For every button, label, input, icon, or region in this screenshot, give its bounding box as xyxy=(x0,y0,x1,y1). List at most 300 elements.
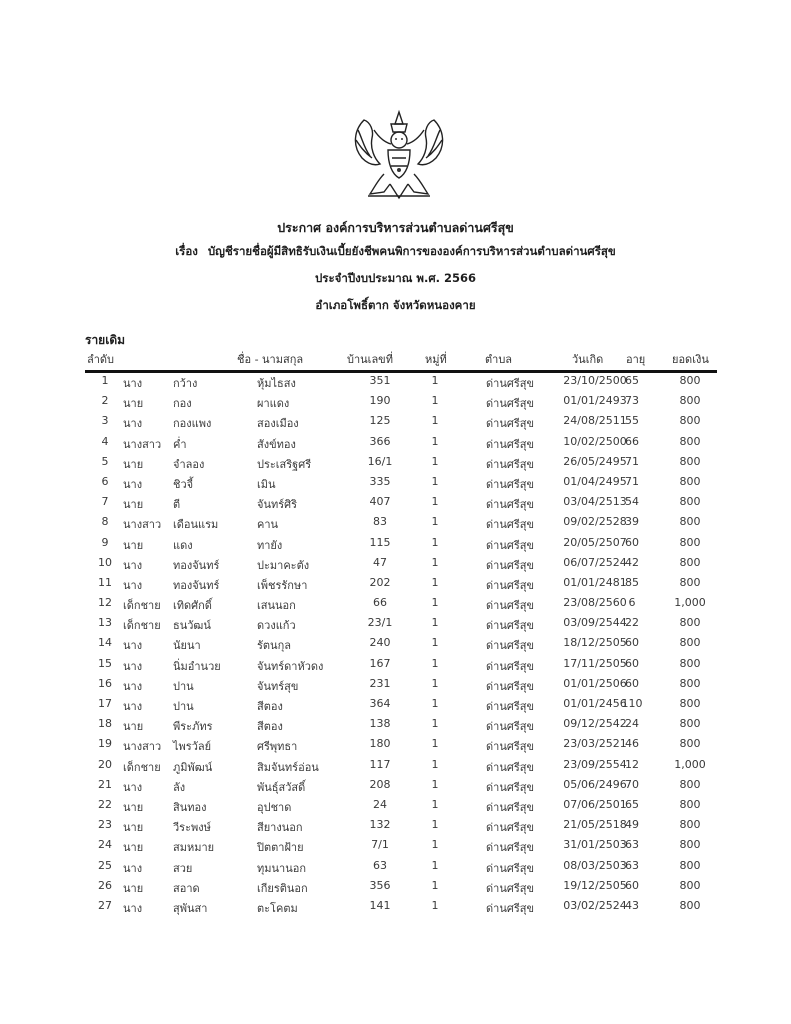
cell-first-name: ทองจันทร์ xyxy=(173,578,220,592)
cell-first-name: ลัง xyxy=(173,780,186,794)
cell-moo-number: 1 xyxy=(431,737,439,751)
cell-amount: 800 xyxy=(679,374,701,387)
cell-row-number: 19 xyxy=(98,737,112,751)
cell-subdistrict: ด่านศรีสุข xyxy=(486,518,534,532)
cell-birth-date: 10/02/2500 xyxy=(563,434,627,448)
cell-last-name: ประเสริฐศรี xyxy=(257,457,312,471)
cell-first-name: พีระภัทร xyxy=(173,720,213,734)
table-row xyxy=(85,633,717,653)
cell-first-name: สมหมาย xyxy=(173,841,215,855)
cell-house-number: 180 xyxy=(369,737,391,751)
cell-subdistrict: ด่านศรีสุข xyxy=(486,417,534,431)
table-row xyxy=(85,613,717,633)
cell-moo-number: 1 xyxy=(431,878,439,892)
cell-age: 71 xyxy=(625,454,639,468)
cell-age: 70 xyxy=(625,777,639,791)
cell-name-title: นาง xyxy=(123,417,143,431)
cell-moo-number: 1 xyxy=(431,697,439,710)
cell-birth-date: 23/03/2521 xyxy=(563,737,627,751)
cell-birth-date: 01/04/2495 xyxy=(563,474,627,488)
cell-name-title: นาง xyxy=(123,558,143,572)
cell-row-number: 14 xyxy=(98,636,112,650)
cell-amount: 800 xyxy=(679,515,701,529)
column-header-house-no: บ้านเลขที่ xyxy=(347,353,393,366)
cell-amount: 800 xyxy=(679,737,701,751)
cell-subdistrict: ด่านศรีสุข xyxy=(486,800,534,814)
cell-house-number: 47 xyxy=(373,555,387,569)
cell-row-number: 12 xyxy=(98,596,112,610)
cell-birth-date: 26/05/2495 xyxy=(563,454,627,468)
cell-first-name: เทิดศักดิ์ xyxy=(173,599,212,613)
cell-row-number: 17 xyxy=(98,697,112,710)
cell-subdistrict: ด่านศรีสุข xyxy=(486,901,534,915)
cell-amount: 1,000 xyxy=(674,757,706,771)
cell-house-number: 202 xyxy=(369,575,391,589)
cell-row-number: 27 xyxy=(98,898,112,912)
cell-age: 55 xyxy=(625,414,639,428)
cell-name-title: นาย xyxy=(123,538,144,552)
cell-row-number: 9 xyxy=(101,535,109,549)
cell-name-title: นาง xyxy=(123,477,143,491)
cell-age: 60 xyxy=(625,878,639,892)
cell-amount: 800 xyxy=(679,474,701,488)
table-row xyxy=(85,835,717,855)
cell-last-name: หุ้มไธสง xyxy=(257,377,296,390)
cell-moo-number: 1 xyxy=(431,515,439,529)
cell-age: 66 xyxy=(625,434,639,448)
cell-birth-date: 03/02/2524 xyxy=(563,898,627,912)
table-row xyxy=(85,391,717,411)
cell-moo-number: 1 xyxy=(431,454,439,468)
cell-birth-date: 03/09/2544 xyxy=(563,616,627,630)
cell-row-number: 26 xyxy=(98,878,112,892)
cell-house-number: 208 xyxy=(369,777,391,791)
cell-house-number: 66 xyxy=(373,596,387,610)
cell-subdistrict: ด่านศรีสุข xyxy=(486,538,534,552)
cell-amount: 800 xyxy=(679,616,701,630)
cell-moo-number: 1 xyxy=(431,474,439,488)
cell-row-number: 6 xyxy=(101,474,109,488)
cell-moo-number: 1 xyxy=(431,797,439,811)
cell-age: 65 xyxy=(625,374,639,387)
cell-first-name: นิ่มอำนวย xyxy=(173,659,221,673)
cell-subdistrict: ด่านศรีสุข xyxy=(486,881,534,895)
table-row xyxy=(85,492,717,512)
cell-amount: 800 xyxy=(679,414,701,428)
cell-first-name: กว้าง xyxy=(173,377,198,390)
cell-last-name: ผาแดง xyxy=(257,397,290,411)
cell-moo-number: 1 xyxy=(431,616,439,630)
cell-name-title: นาย xyxy=(123,841,144,855)
cell-last-name: คาน xyxy=(257,518,279,532)
cell-age: 71 xyxy=(625,474,639,488)
cell-amount: 800 xyxy=(679,394,701,408)
cell-house-number: 231 xyxy=(369,676,391,690)
table-row xyxy=(85,876,717,896)
cell-subdistrict: ด่านศรีสุข xyxy=(486,558,534,572)
cell-name-title: นาย xyxy=(123,881,144,895)
cell-house-number: 364 xyxy=(369,697,391,710)
table-row xyxy=(85,896,717,916)
cell-age: 63 xyxy=(625,838,639,852)
cell-first-name: ค่ำ xyxy=(173,437,187,451)
location: อำเภอโพธิ์ตาก จังหวัดหนองคาย xyxy=(315,298,476,312)
table-row xyxy=(85,654,717,674)
cell-house-number: 356 xyxy=(369,878,391,892)
cell-age: 43 xyxy=(625,898,639,912)
cell-last-name: ตะโคตม xyxy=(257,901,298,915)
cell-house-number: 117 xyxy=(369,757,391,771)
cell-row-number: 1 xyxy=(101,374,109,387)
cell-moo-number: 1 xyxy=(431,656,439,670)
cell-row-number: 24 xyxy=(98,838,112,852)
table-row xyxy=(85,795,717,815)
cell-row-number: 2 xyxy=(101,394,109,408)
cell-amount: 800 xyxy=(679,555,701,569)
cell-row-number: 18 xyxy=(98,717,112,731)
cell-subdistrict: ด่านศรีสุข xyxy=(486,498,534,512)
cell-subdistrict: ด่านศรีสุข xyxy=(486,477,534,491)
cell-name-title: นาย xyxy=(123,821,144,835)
cell-name-title: นาง xyxy=(123,700,143,713)
cell-house-number: 351 xyxy=(369,374,391,387)
table-row xyxy=(85,512,717,532)
cell-house-number: 16/1 xyxy=(367,454,393,468)
cell-subdistrict: ด่านศรีสุข xyxy=(486,599,534,613)
cell-row-number: 7 xyxy=(101,495,109,509)
cell-name-title: นาง xyxy=(123,861,143,875)
cell-age: 60 xyxy=(625,535,639,549)
table-body xyxy=(85,371,717,916)
subject-label: เรื่อง xyxy=(175,244,198,258)
cell-birth-date: 20/05/2507 xyxy=(563,535,627,549)
cell-subdistrict: ด่านศรีสุข xyxy=(486,437,534,451)
cell-subdistrict: ด่านศรีสุข xyxy=(486,659,534,673)
cell-name-title: นาย xyxy=(123,720,144,734)
cell-age: 60 xyxy=(625,636,639,650)
cell-last-name: เกียรตินอก xyxy=(257,881,308,895)
cell-last-name: สีตอง xyxy=(257,720,283,734)
cell-name-title: นาง xyxy=(123,578,143,592)
cell-house-number: 24 xyxy=(373,797,387,811)
cell-amount: 800 xyxy=(679,454,701,468)
cell-house-number: 138 xyxy=(369,717,391,731)
cell-age: 60 xyxy=(625,676,639,690)
cell-first-name: ภูมิพัฒน์ xyxy=(173,760,213,774)
cell-name-title: เด็กชาย xyxy=(123,619,161,633)
cell-age: 6 xyxy=(628,596,636,610)
cell-amount: 800 xyxy=(679,878,701,892)
cell-age: 60 xyxy=(625,656,639,670)
cell-name-title: นางสาว xyxy=(123,740,162,754)
cell-first-name: สุพันสา xyxy=(173,901,208,915)
table-row xyxy=(85,593,717,613)
cell-amount: 800 xyxy=(679,575,701,589)
table-row xyxy=(85,533,717,553)
cell-last-name: สองเมือง xyxy=(257,417,299,431)
cell-birth-date: 06/07/2524 xyxy=(563,555,627,569)
table-row xyxy=(85,452,717,472)
cell-age: 63 xyxy=(625,858,639,872)
cell-first-name: สวย xyxy=(173,861,193,875)
cell-moo-number: 1 xyxy=(431,757,439,771)
cell-first-name: เดือนแรม xyxy=(173,518,219,532)
cell-name-title: นาง xyxy=(123,377,143,390)
cell-amount: 800 xyxy=(679,535,701,549)
cell-last-name: ศรีพุทธา xyxy=(257,740,298,754)
cell-house-number: 407 xyxy=(369,495,391,509)
cell-age: 46 xyxy=(625,737,639,751)
cell-age: 22 xyxy=(625,616,639,630)
cell-name-title: นาย xyxy=(123,498,144,512)
cell-age: 110 xyxy=(621,697,643,710)
cell-amount: 800 xyxy=(679,777,701,791)
cell-name-title: นาง xyxy=(123,679,143,693)
column-header-no: ลำดับ xyxy=(87,353,115,366)
cell-birth-date: 07/06/2501 xyxy=(563,797,627,811)
cell-name-title: นาย xyxy=(123,397,144,411)
cell-row-number: 8 xyxy=(101,515,109,529)
cell-amount: 800 xyxy=(679,858,701,872)
cell-age: 85 xyxy=(625,575,639,589)
table-row xyxy=(85,775,717,795)
cell-last-name: อุปชาด xyxy=(257,800,292,814)
cell-subdistrict: ด่านศรีสุข xyxy=(486,619,534,633)
cell-first-name: ชิวจี้ xyxy=(173,477,194,491)
cell-first-name: สอาด xyxy=(173,881,200,895)
cell-amount: 800 xyxy=(679,818,701,832)
cell-amount: 800 xyxy=(679,495,701,509)
cell-first-name: สินทอง xyxy=(173,800,207,814)
column-header-moo: หมู่ที่ xyxy=(425,353,447,366)
fiscal-year: ประจำปีงบประมาณ พ.ศ. 2566 xyxy=(314,271,477,285)
table-row xyxy=(85,411,717,431)
cell-row-number: 3 xyxy=(101,414,109,428)
cell-moo-number: 1 xyxy=(431,777,439,791)
cell-subdistrict: ด่านศรีสุข xyxy=(486,841,534,855)
cell-birth-date: 01/01/2493 xyxy=(563,394,627,408)
section-label: รายเดิม xyxy=(85,333,126,347)
cell-subdistrict: ด่านศรีสุข xyxy=(486,821,534,835)
cell-moo-number: 1 xyxy=(431,596,439,610)
cell-amount: 800 xyxy=(679,898,701,912)
cell-amount: 800 xyxy=(679,434,701,448)
cell-subdistrict: ด่านศรีสุข xyxy=(486,861,534,875)
cell-birth-date: 01/01/2506 xyxy=(563,676,627,690)
cell-age: 65 xyxy=(625,797,639,811)
cell-age: 54 xyxy=(625,495,639,509)
cell-first-name: ปาน xyxy=(173,700,194,713)
cell-house-number: 132 xyxy=(369,818,391,832)
cell-subdistrict: ด่านศรีสุข xyxy=(486,780,534,794)
cell-last-name: สียางนอก xyxy=(257,821,303,835)
cell-name-title: นาง xyxy=(123,659,143,673)
table-row xyxy=(85,573,717,593)
cell-name-title: นางสาว xyxy=(123,437,162,451)
cell-name-title: เด็กชาย xyxy=(123,599,161,613)
cell-birth-date: 03/04/2513 xyxy=(563,495,627,509)
cell-house-number: 141 xyxy=(369,898,391,912)
cell-moo-number: 1 xyxy=(431,676,439,690)
table-row xyxy=(85,694,717,714)
cell-row-number: 25 xyxy=(98,858,112,872)
cell-moo-number: 1 xyxy=(431,374,439,387)
cell-birth-date: 24/08/2511 xyxy=(563,414,627,428)
cell-moo-number: 1 xyxy=(431,394,439,408)
table-row xyxy=(85,432,717,452)
cell-first-name: ไพรวัลย์ xyxy=(173,740,212,754)
announcement-subject xyxy=(0,243,791,261)
cell-first-name: ธนวัฒน์ xyxy=(173,619,211,633)
cell-last-name: พันธุ์สวัสดิ์ xyxy=(257,780,306,794)
cell-birth-date: 18/12/2505 xyxy=(563,636,627,650)
cell-last-name: จันทร์สุข xyxy=(257,679,299,693)
cell-house-number: 167 xyxy=(369,656,391,670)
cell-moo-number: 1 xyxy=(431,414,439,428)
column-header-name: ชื่อ - นามสกุล xyxy=(237,353,304,366)
cell-first-name: วีระพงษ์ xyxy=(173,821,211,835)
cell-moo-number: 1 xyxy=(431,898,439,912)
cell-moo-number: 1 xyxy=(431,636,439,650)
announcement-title: ประกาศ องค์การบริหารส่วนตำบลด่านศรีสุข xyxy=(277,220,514,235)
cell-subdistrict: ด่านศรีสุข xyxy=(486,639,534,653)
cell-name-title: เด็กชาย xyxy=(123,760,161,774)
cell-first-name: กอง xyxy=(173,397,192,411)
column-header-age: อายุ xyxy=(626,353,646,366)
cell-row-number: 10 xyxy=(98,555,112,569)
cell-subdistrict: ด่านศรีสุข xyxy=(486,740,534,754)
cell-first-name: กองแพง xyxy=(173,417,212,431)
cell-row-number: 5 xyxy=(101,454,109,468)
cell-amount: 800 xyxy=(679,676,701,690)
cell-birth-date: 05/06/2496 xyxy=(563,777,627,791)
cell-last-name: ทุมนานอก xyxy=(257,861,306,875)
cell-subdistrict: ด่านศรีสุข xyxy=(486,377,534,390)
cell-house-number: 63 xyxy=(373,858,387,872)
cell-birth-date: 09/12/2542 xyxy=(563,717,627,731)
garuda-emblem-icon xyxy=(344,108,454,204)
cell-age: 24 xyxy=(625,717,639,731)
cell-amount: 800 xyxy=(679,656,701,670)
cell-house-number: 190 xyxy=(369,394,391,408)
cell-subdistrict: ด่านศรีสุข xyxy=(486,700,534,713)
table-row xyxy=(85,674,717,694)
cell-house-number: 335 xyxy=(369,474,391,488)
cell-last-name: ทายัง xyxy=(257,538,283,552)
cell-moo-number: 1 xyxy=(431,575,439,589)
table-row xyxy=(85,553,717,573)
cell-first-name: แดง xyxy=(173,538,193,552)
cell-moo-number: 1 xyxy=(431,434,439,448)
column-header-amount: ยอดเงิน xyxy=(672,353,709,366)
cell-subdistrict: ด่านศรีสุข xyxy=(486,720,534,734)
cell-house-number: 125 xyxy=(369,414,391,428)
cell-birth-date: 23/08/2560 xyxy=(563,596,627,610)
cell-last-name: ดวงแก้ว xyxy=(257,619,296,633)
cell-first-name: จำลอง xyxy=(173,457,205,471)
cell-last-name: ปะมาคะตัง xyxy=(257,558,310,572)
cell-age: 42 xyxy=(625,555,639,569)
table-row xyxy=(85,472,717,492)
table-row xyxy=(85,755,717,775)
cell-last-name: ปิตตาฝ้าย xyxy=(257,841,304,855)
cell-house-number: 23/1 xyxy=(367,616,393,630)
cell-name-title: นาง xyxy=(123,780,143,794)
cell-age: 73 xyxy=(625,394,639,408)
cell-last-name: สิมจันทร์อ่อน xyxy=(257,760,319,774)
cell-moo-number: 1 xyxy=(431,535,439,549)
cell-row-number: 22 xyxy=(98,797,112,811)
cell-birth-date: 23/10/2500 xyxy=(563,374,627,387)
cell-birth-date: 19/12/2505 xyxy=(563,878,627,892)
cell-last-name: เพ็ชรรักษา xyxy=(257,578,308,592)
cell-row-number: 11 xyxy=(98,575,112,589)
cell-house-number: 115 xyxy=(369,535,391,549)
cell-name-title: นาย xyxy=(123,800,144,814)
cell-birth-date: 31/01/2503 xyxy=(563,838,627,852)
cell-name-title: นางสาว xyxy=(123,518,162,532)
cell-last-name: จันทร์ดาหัวดง xyxy=(257,659,324,673)
cell-birth-date: 08/03/2503 xyxy=(563,858,627,872)
cell-subdistrict: ด่านศรีสุข xyxy=(486,760,534,774)
cell-row-number: 20 xyxy=(98,757,112,771)
cell-house-number: 240 xyxy=(369,636,391,650)
cell-birth-date: 01/01/2481 xyxy=(563,575,627,589)
cell-row-number: 23 xyxy=(98,818,112,832)
cell-birth-date: 21/05/2518 xyxy=(563,818,627,832)
table-row xyxy=(85,714,717,734)
table-row xyxy=(85,371,717,391)
cell-moo-number: 1 xyxy=(431,858,439,872)
cell-row-number: 4 xyxy=(101,434,109,448)
cell-last-name: รัตนกุล xyxy=(257,639,291,653)
cell-last-name: เมิน xyxy=(257,477,276,491)
cell-age: 49 xyxy=(625,818,639,832)
cell-amount: 800 xyxy=(679,717,701,731)
table-row xyxy=(85,856,717,876)
cell-row-number: 21 xyxy=(98,777,112,791)
cell-birth-date: 17/11/2505 xyxy=(563,656,627,670)
cell-house-number: 7/1 xyxy=(371,838,389,852)
cell-last-name: จันทร์ศิริ xyxy=(257,498,298,512)
cell-moo-number: 1 xyxy=(431,555,439,569)
table-row xyxy=(85,815,717,835)
column-header-subdistrict: ตำบล xyxy=(485,353,513,366)
cell-birth-date: 23/09/2554 xyxy=(563,757,627,771)
subject-text: บัญชีรายชื่อผู้มีสิทธิรับเงินเบี้ยยังชีพคนพิการขององค์การบริหารส่วนตำบลด่านศรีสุข xyxy=(207,244,616,258)
cell-first-name: ทองจันทร์ xyxy=(173,558,220,572)
cell-first-name: ปาน xyxy=(173,679,194,693)
cell-amount: 800 xyxy=(679,797,701,811)
cell-subdistrict: ด่านศรีสุข xyxy=(486,578,534,592)
cell-moo-number: 1 xyxy=(431,495,439,509)
cell-last-name: เสนนอก xyxy=(257,599,296,613)
cell-first-name: นัยนา xyxy=(173,639,201,653)
cell-subdistrict: ด่านศรีสุข xyxy=(486,457,534,471)
cell-house-number: 366 xyxy=(369,434,391,448)
cell-moo-number: 1 xyxy=(431,838,439,852)
cell-age: 12 xyxy=(625,757,639,771)
table-header xyxy=(85,350,717,373)
cell-name-title: นาย xyxy=(123,457,144,471)
table-row xyxy=(85,734,717,754)
cell-moo-number: 1 xyxy=(431,717,439,731)
cell-first-name: ตี xyxy=(173,498,181,512)
cell-name-title: นาง xyxy=(123,639,143,653)
cell-subdistrict: ด่านศรีสุข xyxy=(486,397,534,411)
cell-amount: 800 xyxy=(679,636,701,650)
cell-amount: 800 xyxy=(679,697,701,710)
